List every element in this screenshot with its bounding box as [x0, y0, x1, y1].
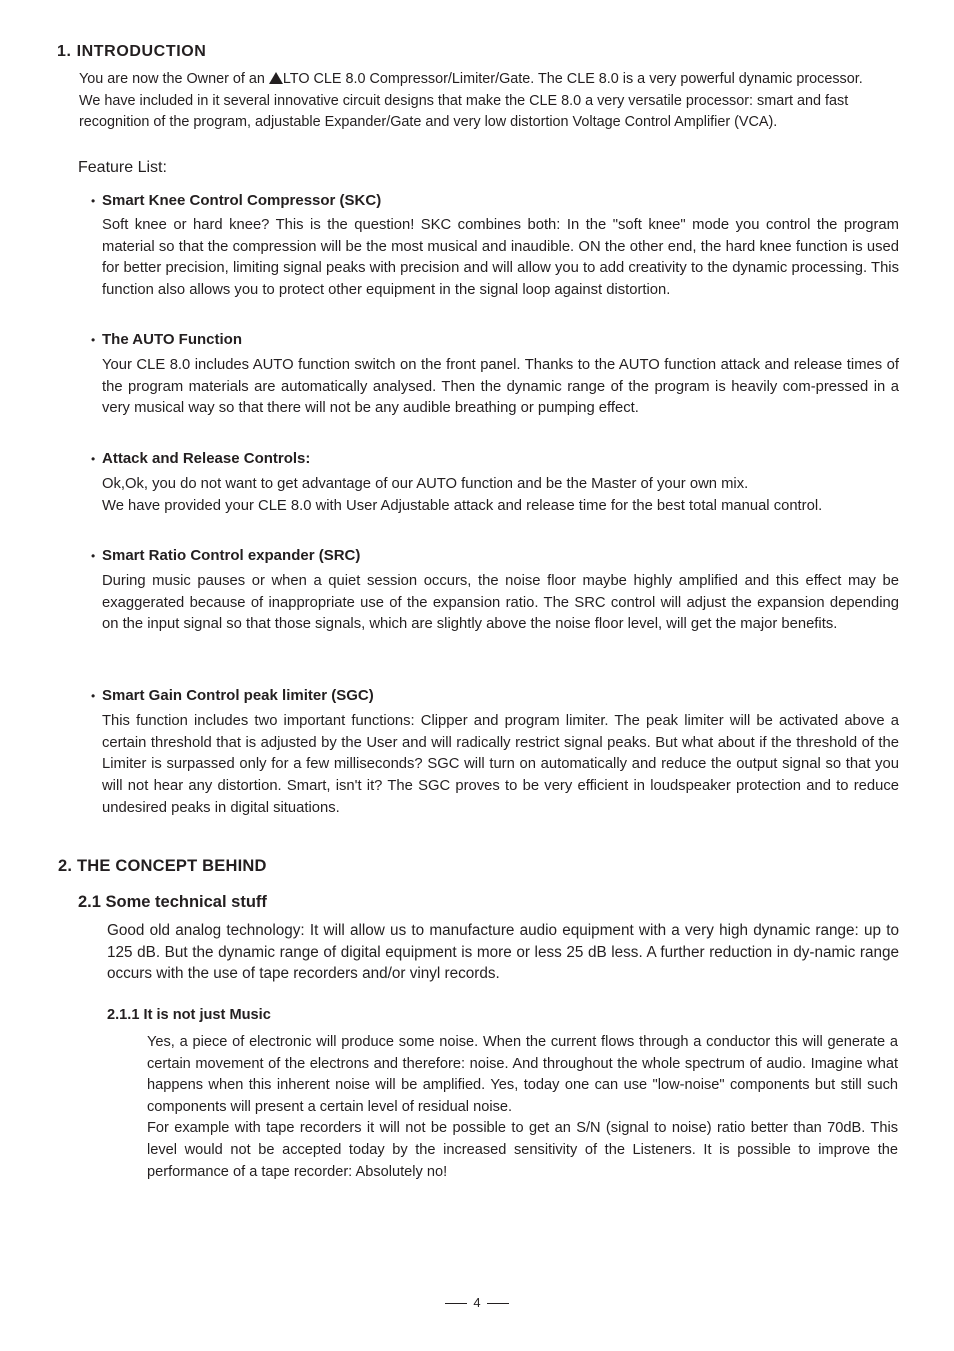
- feature-title-auto: • The AUTO Function: [91, 331, 242, 348]
- intro-line-1: You are now the Owner of an LTO CLE 8.0 Compressor/Limiter/Gate. The CLE 8.0 is a very powerful dynamic processor.: [79, 71, 863, 87]
- section-2-heading: 2. THE CONCEPT BEHIND: [58, 857, 267, 875]
- alto-logo-icon: [269, 72, 283, 84]
- feature-title-src: • Smart Ratio Control expander (SRC): [91, 547, 361, 564]
- bullet-icon: •: [91, 689, 96, 703]
- page-footer: [0, 1295, 954, 1310]
- feature-title-attack-release: • Attack and Release Controls:: [91, 450, 311, 467]
- section-2-1-heading: 2.1 Some technical stuff: [78, 893, 267, 911]
- intro-line-2: We have included in it several innovative circuit designs that make the CLE 8.0 a very versatile processor: smart and fast: [79, 92, 849, 109]
- feature-title-sgc: • Smart Gain Control peak limiter (SGC): [91, 687, 374, 704]
- feature-body-src: During music pauses or when a quiet session occurs, the noise floor maybe highly amplified and this effect may be exaggerated because of inappropriate use of the expansion ratio. The SRC control will adjust the expansion depending on the input signal so that those signals, which are slightly above the noise floor level, will get the major benefits.: [102, 573, 899, 633]
- feature-body-auto: Your CLE 8.0 includes AUTO function switch on the front panel. Thanks to the AUTO function attack and release times of the program materials are automatically analysed. Then the dynamic range of the program is heavily com-pressed in a very musical way so that there will not be any audible breathing or pumping effect.: [102, 357, 899, 417]
- section-2-1-body: Good old analog technology: It will allow us to manufacture audio equipment with a very high dynamic range: up to 125 dB. But the dynamic range of digital equipment is more or less 25 dB less. A further reduction in dy-namic range occurs with the use of tape recorders and/or vinyl records.: [107, 922, 899, 983]
- section-2-1-1-heading: 2.1.1 It is not just Music: [107, 1007, 271, 1023]
- section-2-1-1-para-2: For example with tape recorders it will not be possible to get an S/N (signal to noise) ratio better than 70dB. This level would not be accepted today by the increased sensitivity of the Listeners. It is possible to improve the performance of a tape recorder: Absolutely no!: [147, 1120, 898, 1180]
- footer-rule-right: [487, 1303, 509, 1304]
- bullet-icon: •: [91, 194, 96, 208]
- feature-body-attack-release: Ok,Ok, you do not want to get advantage of our AUTO function and be the Master of your own mix. We have provided your CLE 8.0 with User Adjustable attack and release time for the best total manual control.: [102, 476, 823, 514]
- bullet-icon: •: [91, 549, 96, 563]
- feature-body-sgc: This function includes two important functions: Clipper and program limiter. The peak limiter will be activated above a certain threshold that is adjusted by the User and will radically restrict signal peaks. But what about if the threshold of the Limiter is surpassed only for a few milliseconds? SGC will turn on automatically and reduce the output signal so that you will not hear any distortion. Smart, isn't it? The SGC proves to be very efficient in loudspeaker protection and to reduce undesired peaks in digital situations.: [102, 713, 899, 816]
- feature-list-label: Feature List:: [78, 159, 167, 176]
- page-number: 4: [473, 1295, 481, 1310]
- intro-line-3: recognition of the program, adjustable Expander/Gate and very low distortion Voltage Control Amplifier (VCA).: [79, 114, 778, 131]
- intro-paragraph: [79, 69, 901, 134]
- footer-rule-left: [445, 1303, 467, 1304]
- bullet-icon: •: [91, 333, 96, 347]
- section-1-heading: 1. INTRODUCTION: [57, 43, 207, 60]
- bullet-icon: •: [91, 452, 96, 466]
- feature-body-skc: Soft knee or hard knee? This is the question! SKC combines both: In the "soft knee" mode you control the program material so that the compression will be the most musical and inaudible. ON the other end, the hard knee function is used for better precision, limiting signal peaks with precision and will allow you to add creativity to the dynamic processing. This function also allows you to protect other equipment in the signal loop against distortion.: [102, 217, 899, 299]
- feature-title-skc: • Smart Knee Control Compressor (SKC): [91, 192, 382, 209]
- section-2-1-1-para-1: Yes, a piece of electronic will produce some noise. When the current flows through a conductor this will generate a certain movement of the electrons and therefore: noise. And throughout the whole spectrum of audio. Imagine what happens when this inherent noise will be amplified. Yes, today one can use "low-noise" components but still such components will present a certain level of residual noise.: [147, 1034, 898, 1115]
- section-2-1-1-body: [147, 1032, 898, 1183]
